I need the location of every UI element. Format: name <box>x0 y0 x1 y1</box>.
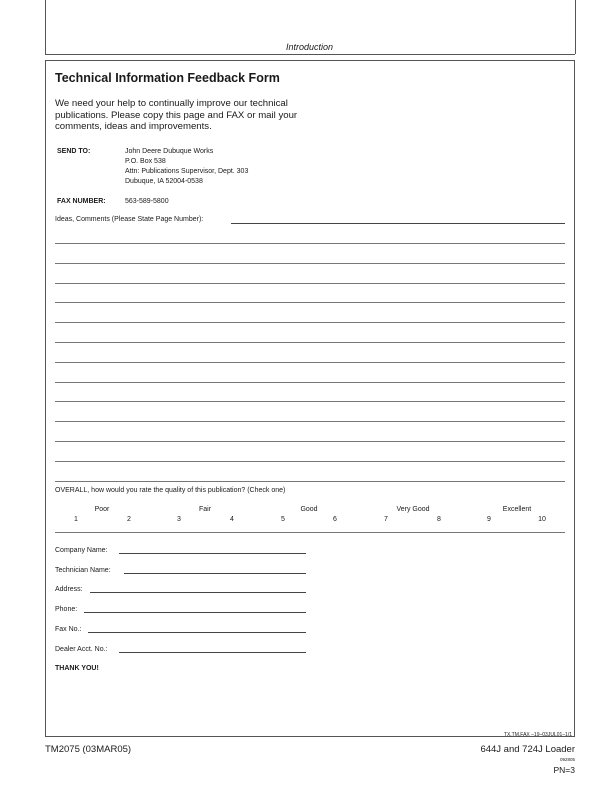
address-input-line[interactable] <box>90 592 306 593</box>
document-number: TM2075 (03MAR05) <box>45 744 132 755</box>
header-underline <box>45 54 575 55</box>
rating-option-8[interactable]: 8 <box>437 516 441 523</box>
intro-line: comments, ideas and improvements. <box>55 121 212 133</box>
rating-label-good: Good <box>300 506 318 513</box>
rating-option-5[interactable]: 5 <box>281 516 285 523</box>
header-left-rule <box>45 0 46 54</box>
rating-option-10[interactable]: 10 <box>538 516 546 523</box>
technician-name-label: Technician Name: <box>55 567 111 574</box>
comment-line[interactable] <box>55 322 565 323</box>
fax-number-label: FAX NUMBER: <box>57 198 106 205</box>
rating-option-1[interactable]: 1 <box>74 516 78 523</box>
comment-line[interactable] <box>55 283 565 284</box>
fax-number-value: 563-589-5800 <box>125 198 169 205</box>
address-line: Dubuque, IA 52004-0538 <box>125 178 203 185</box>
dealer-account-label: Dealer Acct. No.: <box>55 646 108 653</box>
rating-option-6[interactable]: 6 <box>333 516 337 523</box>
send-to-label: SEND TO: <box>57 148 91 155</box>
rating-label-poor: Poor <box>94 506 110 513</box>
comment-line[interactable] <box>55 382 565 383</box>
comment-line[interactable] <box>55 263 565 264</box>
thank-you-text: THANK YOU! <box>55 665 99 672</box>
section-title: Introduction <box>286 42 334 52</box>
rating-option-2[interactable]: 2 <box>127 516 131 523</box>
address-line: John Deere Dubuque Works <box>125 148 214 155</box>
intro-line: publications. Please copy this page and FAX or mail your <box>55 109 298 121</box>
mailing-address <box>125 147 248 187</box>
comment-line[interactable] <box>55 401 565 402</box>
model-name: 644J and 724J Loader <box>480 744 575 755</box>
ideas-comments-label: Ideas, Comments (Please State Page Number): <box>55 216 204 223</box>
ideas-comments-input-line[interactable] <box>231 223 565 224</box>
address-label: Address: <box>55 586 83 593</box>
footer-tiny-code: 092805 <box>559 757 575 762</box>
intro-line: We need your help to continually improve our technical <box>55 98 288 109</box>
overall-rating-question: OVERALL, how would you rate the quality of this publication? (Check one) <box>55 487 286 494</box>
header-right-rule <box>575 0 576 54</box>
reference-code: TX,TM,FAX –19–03JUL01–1/1 <box>503 732 572 738</box>
address-line: P.O. Box 538 <box>125 158 166 165</box>
address-line: Attn: Publications Supervisor, Dept. 303 <box>125 168 249 175</box>
comment-line[interactable] <box>55 441 565 442</box>
intro-text <box>55 98 297 133</box>
rating-option-3[interactable]: 3 <box>177 516 181 523</box>
comment-line[interactable] <box>55 243 565 244</box>
technician-name-input-line[interactable] <box>124 573 306 574</box>
comment-line[interactable] <box>55 461 565 462</box>
comment-line[interactable] <box>55 302 565 303</box>
phone-input-line[interactable] <box>84 612 306 613</box>
rating-option-4[interactable]: 4 <box>230 516 234 523</box>
company-name-label: Company Name: <box>55 547 108 554</box>
dealer-account-input-line[interactable] <box>119 652 306 653</box>
company-name-input-line[interactable] <box>119 553 306 554</box>
rating-option-9[interactable]: 9 <box>487 516 491 523</box>
phone-label: Phone: <box>55 606 78 613</box>
comment-line[interactable] <box>55 481 565 482</box>
comment-line[interactable] <box>55 342 565 343</box>
form-title: Technical Information Feedback Form <box>55 71 280 85</box>
rating-divider <box>55 532 565 533</box>
rating-option-7[interactable]: 7 <box>384 516 388 523</box>
comment-line[interactable] <box>55 362 565 363</box>
rating-label-excellent: Excellent <box>502 506 532 513</box>
rating-label-very-good: Very Good <box>396 506 430 513</box>
rating-label-fair: Fair <box>198 506 212 513</box>
fax-no-input-line[interactable] <box>88 632 306 633</box>
comment-line[interactable] <box>55 421 565 422</box>
page-number: PN=3 <box>553 765 575 775</box>
fax-no-label: Fax No.: <box>55 626 82 633</box>
